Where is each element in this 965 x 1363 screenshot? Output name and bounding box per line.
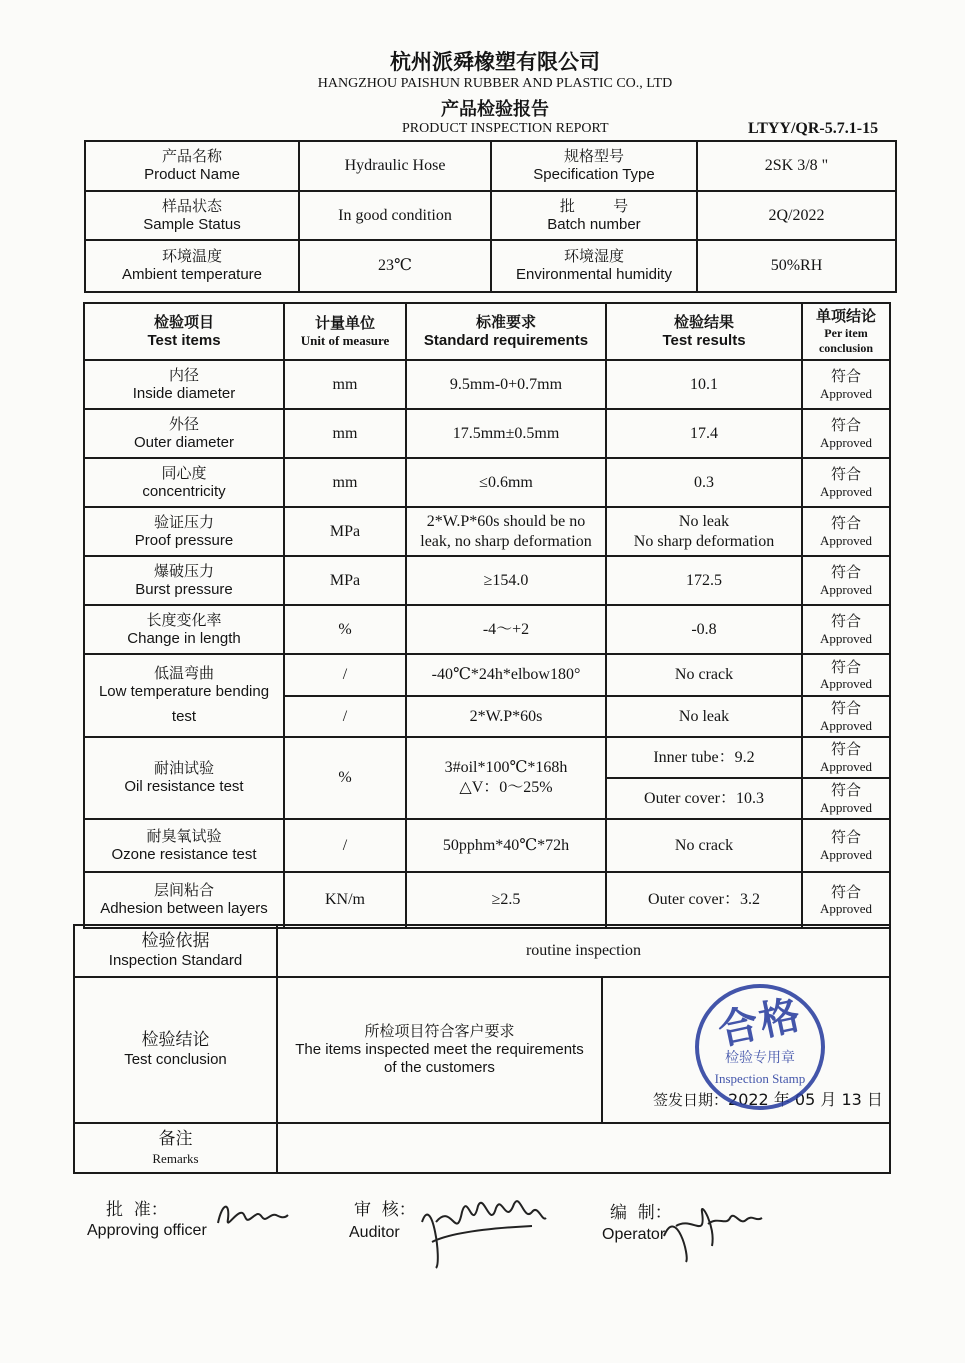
batch-label-cn: 批 号 xyxy=(559,196,629,215)
low-temp-item-en2: test xyxy=(171,707,197,725)
row-standard: ≤0.6mm xyxy=(406,458,606,507)
col-header-concl-cn: 单项结论 xyxy=(815,307,876,326)
row-result-line1: No leak xyxy=(678,512,730,530)
row-result: 10.1 xyxy=(606,360,802,409)
batch-value: 2Q/2022 xyxy=(697,191,896,240)
col-header-result-en: Test results xyxy=(662,331,746,349)
ozone-standard: 50pphm*40℃*72h xyxy=(406,819,606,872)
row-item-cn: 爆破压力 xyxy=(153,561,214,580)
table-row xyxy=(84,556,890,605)
info-table xyxy=(84,140,897,293)
oil-item-en: Oil resistance test xyxy=(124,778,244,795)
col-header-item-en: Test items xyxy=(147,331,221,349)
operator-signature xyxy=(656,1196,766,1268)
row-item-en: Proof pressure xyxy=(134,531,234,549)
col-header-concl-en2: conclusion xyxy=(818,340,873,355)
row-item-en: Outer diameter xyxy=(133,433,235,451)
row-result: No leak xyxy=(606,696,802,737)
table-row xyxy=(84,819,890,872)
stamp-main-text: 合格 xyxy=(714,991,806,1055)
standard-label-en: Inspection Standard xyxy=(108,952,243,970)
row-conclusion-cn: 符合 xyxy=(830,563,861,581)
adhesion-standard: ≥2.5 xyxy=(406,872,606,928)
humidity-value: 50%RH xyxy=(697,240,896,292)
row-unit: mm xyxy=(284,360,406,409)
adhesion-unit: KN/m xyxy=(284,872,406,928)
auditor-label-cn: 审 核： xyxy=(354,1200,416,1220)
row-conclusion-en: Approved xyxy=(820,758,872,774)
oil-result-outer: Outer cover：10.3 xyxy=(606,778,802,819)
row-conclusion-cn: 符合 xyxy=(830,740,861,758)
inspection-stamp xyxy=(695,984,825,1110)
standard-label-cn: 检验依据 xyxy=(141,931,210,951)
col-header-item-cn: 检验项目 xyxy=(153,312,214,331)
oil-unit: % xyxy=(284,737,406,819)
row-conclusion-en: Approved xyxy=(820,901,872,917)
table-row xyxy=(84,458,890,507)
row-conclusion-en: Approved xyxy=(820,717,872,733)
row-conclusion-cn: 符合 xyxy=(830,367,861,385)
oil-standard-line2: △V：0～25% xyxy=(459,779,553,796)
row-standard-line2: leak, no sharp deformation xyxy=(420,532,592,550)
oil-item-cn: 耐油试验 xyxy=(153,759,214,778)
approver-label-en: Approving officer xyxy=(87,1222,207,1239)
row-item-en: Inside diameter xyxy=(132,384,236,402)
batch-label-en: Batch number xyxy=(547,215,641,233)
row-result: -0.8 xyxy=(606,605,802,654)
sample-status-label-cn: 样品状态 xyxy=(161,196,222,215)
row-item-en: Burst pressure xyxy=(135,580,233,598)
row-item-cn: 同心度 xyxy=(161,463,207,482)
remarks-value xyxy=(277,1123,890,1173)
adhesion-item-en: Adhesion between layers xyxy=(100,900,268,917)
row-unit: / xyxy=(284,696,406,737)
row-conclusion-en: Approved xyxy=(820,676,872,692)
row-conclusion-cn: 符合 xyxy=(830,465,861,483)
row-result: 0.3 xyxy=(606,458,802,507)
row-unit: mm xyxy=(284,409,406,458)
table-row xyxy=(84,654,890,696)
humidity-label-en: Environmental humidity xyxy=(516,266,672,283)
table-header-row xyxy=(84,303,890,360)
row-conclusion-en: Approved xyxy=(820,385,872,401)
ambient-label-cn: 环境温度 xyxy=(161,247,222,266)
col-header-result-cn: 检验结果 xyxy=(673,312,734,331)
row-conclusion-cn: 符合 xyxy=(830,514,861,532)
product-name-label-en: Product Name xyxy=(144,166,240,183)
row-conclusion-cn: 符合 xyxy=(830,416,861,434)
remarks-label-cn: 备注 xyxy=(158,1129,193,1150)
report-title-cn: 产品检验报告 xyxy=(441,99,549,120)
oil-standard-line1: 3#oil*100℃*168h xyxy=(444,759,568,776)
company-name-en: HANGZHOU PAISHUN RUBBER AND PLASTIC CO., LTD xyxy=(317,76,673,91)
conclusion-value-en1: The items inspected meet the requirements xyxy=(295,1040,584,1058)
row-result: 17.4 xyxy=(606,409,802,458)
table-row xyxy=(84,737,890,778)
issue-date-value: 2022 年 05 月 13 日 xyxy=(728,1090,883,1109)
row-result: 172.5 xyxy=(606,556,802,605)
conclusion-label-cn: 检验结论 xyxy=(141,1030,210,1050)
humidity-label-cn: 环境湿度 xyxy=(563,247,624,266)
conclusion-label-en: Test conclusion xyxy=(124,1051,227,1069)
row-result-line2: No sharp deformation xyxy=(633,532,775,550)
row-unit: % xyxy=(284,605,406,654)
ozone-item-en: Ozone resistance test xyxy=(111,845,257,863)
ambient-label-en: Ambient temperature xyxy=(121,266,263,283)
col-header-unit-cn: 计量单位 xyxy=(314,314,375,332)
row-unit: MPa xyxy=(284,556,406,605)
issue-date-label: 签发日期： xyxy=(653,1091,729,1109)
product-name-value: Hydraulic Hose xyxy=(299,141,491,191)
ozone-item-cn: 耐臭氧试验 xyxy=(146,826,222,845)
adhesion-item-cn: 层间粘合 xyxy=(153,881,214,900)
table-row xyxy=(84,605,890,654)
row-standard: 2*W.P*60s xyxy=(406,696,606,737)
sample-status-value: In good condition xyxy=(299,191,491,240)
operator-label-en: Operator xyxy=(602,1226,666,1243)
remarks-label-en: Remarks xyxy=(152,1150,199,1166)
table-row xyxy=(84,409,890,458)
sample-status-label-en: Sample Status xyxy=(143,215,241,233)
spec-label-cn: 规格型号 xyxy=(563,147,624,166)
row-item-cn: 外径 xyxy=(168,414,199,433)
low-temp-item-cn: 低温弯曲 xyxy=(153,664,214,683)
standard-value: routine inspection xyxy=(277,925,890,977)
approver-label-cn: 批 准： xyxy=(106,1200,168,1220)
row-conclusion-cn: 符合 xyxy=(830,657,861,676)
col-header-concl-en1: Per item xyxy=(824,325,868,340)
row-conclusion-cn: 符合 xyxy=(830,828,861,846)
test-table xyxy=(83,302,891,929)
auditor-signature xyxy=(412,1182,552,1272)
row-unit: MPa xyxy=(284,507,406,556)
row-conclusion-cn: 符合 xyxy=(830,882,861,901)
row-standard: ≥154.0 xyxy=(406,556,606,605)
adhesion-result: Outer cover：3.2 xyxy=(606,872,802,928)
ozone-result: No crack xyxy=(606,819,802,872)
row-conclusion-cn: 符合 xyxy=(830,699,861,717)
product-name-label-cn: 产品名称 xyxy=(161,147,222,166)
operator-label-cn: 编 制： xyxy=(610,1203,672,1223)
auditor-label-en: Auditor xyxy=(349,1224,400,1241)
col-header-unit-en: Unit of measure xyxy=(300,332,390,348)
row-item-en: concentricity xyxy=(142,482,226,500)
table-row xyxy=(84,872,890,928)
stamp-en-text: Inspection Stamp xyxy=(714,1071,806,1086)
company-name-cn: 杭州派舜橡塑有限公司 xyxy=(390,50,600,74)
row-conclusion-en: Approved xyxy=(820,434,872,450)
document-code: LTYY/QR-5.7.1-15 xyxy=(748,120,879,137)
row-standard: -4～+2 xyxy=(406,605,606,654)
row-unit: / xyxy=(284,654,406,696)
row-standard-line1: 2*W.P*60s should be no xyxy=(426,512,586,530)
ambient-value: 23℃ xyxy=(299,240,491,292)
row-result: No crack xyxy=(606,654,802,696)
row-conclusion-cn: 符合 xyxy=(830,612,861,630)
report-title-en: PRODUCT INSPECTION REPORT xyxy=(402,121,609,136)
row-standard: -40℃*24h*elbow180° xyxy=(406,654,606,696)
row-conclusion-cn: 符合 xyxy=(830,781,861,799)
col-header-std-en: Standard requirements xyxy=(423,331,589,349)
row-standard: 9.5mm-0+0.7mm xyxy=(406,360,606,409)
row-conclusion-en: Approved xyxy=(820,532,872,548)
approver-signature xyxy=(212,1195,292,1235)
low-temp-item-en1: Low temperature bending xyxy=(98,683,270,701)
table-row xyxy=(84,360,890,409)
row-standard: 17.5mm±0.5mm xyxy=(406,409,606,458)
conclusion-value-cn: 所检项目符合客户要求 xyxy=(364,1021,515,1040)
row-conclusion-en: Approved xyxy=(820,799,872,815)
row-conclusion-en: Approved xyxy=(820,630,872,646)
spec-label-en: Specification Type xyxy=(533,166,655,183)
row-item-cn: 内径 xyxy=(168,365,199,384)
conclusion-value-en2: of the customers xyxy=(384,1059,495,1077)
row-unit: mm xyxy=(284,458,406,507)
row-item-cn: 长度变化率 xyxy=(146,610,222,629)
col-header-std-cn: 标准要求 xyxy=(475,312,536,331)
stamp-cn-text: 检验专用章 xyxy=(725,1050,795,1066)
row-item-cn: 验证压力 xyxy=(153,512,214,531)
row-conclusion-en: Approved xyxy=(820,581,872,597)
table-row xyxy=(84,507,890,556)
summary-table xyxy=(73,924,891,1174)
row-conclusion-en: Approved xyxy=(820,483,872,499)
oil-result-inner: Inner tube：9.2 xyxy=(606,737,802,778)
spec-value: 2SK 3/8 " xyxy=(697,141,896,191)
row-conclusion-en: Approved xyxy=(820,846,872,862)
ozone-unit: / xyxy=(284,819,406,872)
row-item-en: Change in length xyxy=(127,629,241,647)
